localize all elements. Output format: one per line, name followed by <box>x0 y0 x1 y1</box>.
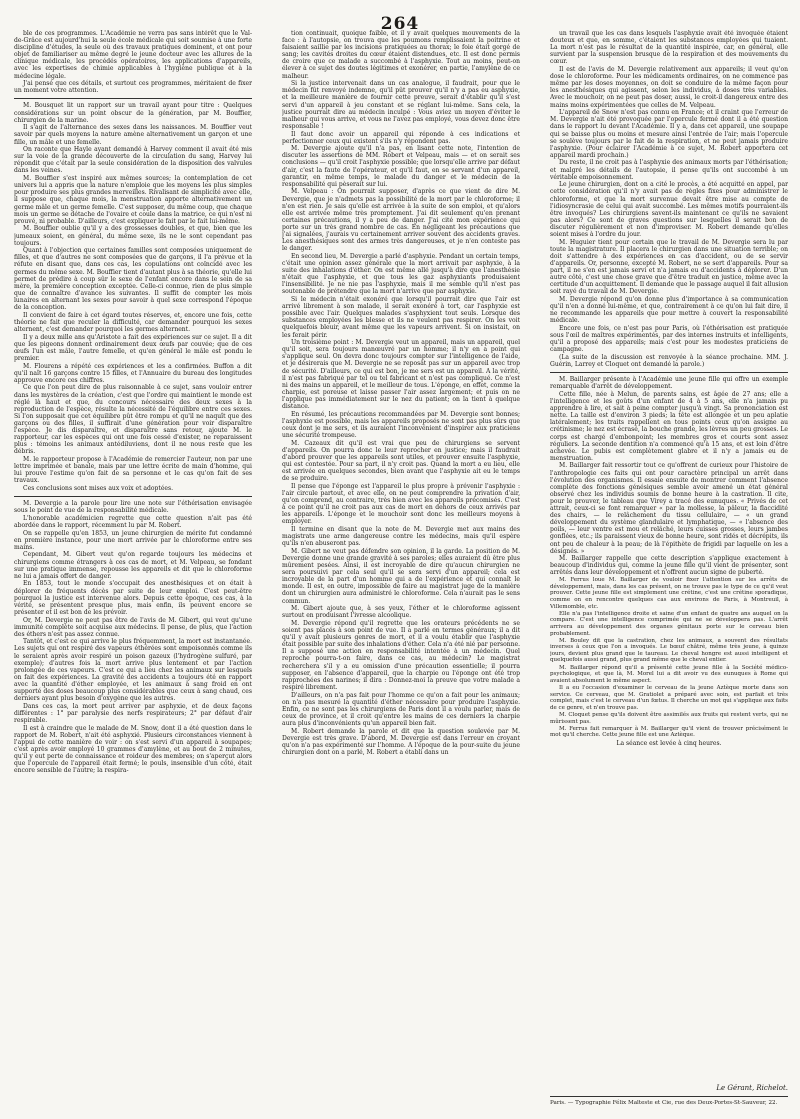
paragraph: M. Bouffier s'est inspiré aux mêmes sources; la contemplation de cet univers lui a appris que la nature n'emploie que les moyens les plus simples pour produire ses plus grandes merveilles. Rivalisant de simplicité avec elle, il suppose que, chaque mois, la menstruation apporte alternativement un germe mâle et un germe femelle. C'est supposer, du même coup, que chaque mois un germe se détache de l'ovaire et coule dans la matrice, ce qui n'est ni prouvé, ni probable. D'ailleurs, c'est expliquer le fait par le fait lui-même. <box>14 175 252 225</box>
paragraph: M. Devergie ajoute qu'il n'a pas, en lisant cette note, l'intention de discuter les assertions de MM. Robert et Velpeau, mais — et on serait ses conclusions — qu'il croit l'asphyxie possible; que lorsqu'elle arrive par défaut d'air, c'est la faute de l'opérateur, et qu'il faut, en se servant d'un appareil, garantir, en même temps, le malade du danger et le médecin de la responsabilité qui pèserait sur lui. <box>282 145 520 188</box>
paragraph: Du reste, il ne croit pas à l'asphyxie des animaux morts par l'éthérisation; et malgré les détails de l'autopsie, il pense qu'ils ont succombé à un véritable empoisonnement. <box>550 159 788 181</box>
paragraph: M. Baillarger présente à l'Académie une jeune fille qui offre un exemple remarquable d'arrêt de développement. <box>550 376 788 391</box>
paragraph: M. Baillarger fait ressortir tout ce qu'offrent de curieux pour l'histoire de l'anthropologie ces faits qui ont pour caractère principal un arrêt dans l'évolution des organismes. Il essaie ensuite de montrer comment l'absence complète des fonctions génésiques semble avoir amené un état général observé chez les individus soumis de bonne heure à la castration. Il cite, pour le prouver, le tableau que Virey a tracé des eunuques. « Privés de cet attrait, ceux-ci se font remarquer « par la mollesse, la pâleur, la flaccidité des chairs, — le relâchement du tissu cellulaire, — « un grand développement du système glandulaire et lymphatique, — « l'absence des poils, — leur ventre est mou et relâché, leurs cuisses grosses, leurs jambes gonflées, etc.; ils paraissent vieux de bonne heure, sont ridés et décrépits, ils ont peu de chaleur à la peau; de là l'épithète de frigidi par laquelle on les a désignés. » <box>550 462 788 555</box>
paragraph: J'ai pensé que ces détails, et surtout ces programmes, méritaient de fixer un moment votre attention. <box>14 80 252 95</box>
paragraph: D'ailleurs, on n'a pas fait pour l'homme ce qu'on a fait pour les animaux; on n'a pas mesuré la quantité d'éther nécessaire pour produire l'asphyxie. Enfin, ce ne sont pas les chirurgiens de Paris dont il a voulu parler, mais de ceux de province, et il croit qu'entre les mains de ces derniers la charpie aura plus d'inconvénients qu'un appareil bien fait. <box>282 691 520 727</box>
manager-signature: Le Gérant, Richelot. <box>716 1084 788 1092</box>
paragraph: M. Devergie répond qu'il regrette que les orateurs précédents ne se soient pas placés à son point de vue. Il a parlé en termes généraux; il a dit qu'il y avait plusieurs genres de mort, et il a voulu établir que l'asphyxie était possible par suite des inhalations d'éther. Cela n'a été nié par personne. Il a supposé une action en responsabilité intentée à un médecin. Quel reproche pourra-t-on faire, dans ce cas, au médecin? Le magistrat recherchera s'il y a eu omission d'une précaution essentielle; il pourra supposer, en l'absence d'appareil, que la charpie ou l'éponge ont été trop rapprochées des narines; il dira : Donnez-moi la preuve que votre malade a respiré librement. <box>282 620 520 691</box>
paragraph: Ces conclusions sont mises aux voix et adoptées. <box>23 484 174 492</box>
paragraph: Quant à l'objection que certaines familles sont composées uniquement de filles, et que d'autres ne sont composées que de garçons, il l'a prévue et la réfute en disant que, dans ces cas, les copulations ont coïncidé avec les germes du même sexe. M. Bouffier tient d'autant plus à sa théorie, qu'elle lui permet de prédire à coup sûr le sexe de l'enfant encore dans le sein de sa mère, la première conception exceptée. Celle-ci connue, rien de plus simple que de connaître d'avance les suivantes. Il suffit de compter les mois lunaires en alternant les sexes pour savoir à quel sexe correspond l'époque de la conception. <box>14 247 252 312</box>
paragraph: Ce que l'on peut dire de plus raisonnable à ce sujet, sans vouloir entrer dans les mystères de la création, c'est que l'ordre qui maintient le monde est réglé là haut et que, du concours nécessaire des deux sexes à la reproduction de l'espèce, résulte la nécessité de l'équilibre entre ces sexes. Si l'on supposait que cet équilibre pût être rompu et qu'il ne naquît que des garçons ou des filles, il suffirait d'une génération pour voir disparaître l'espèce. Je dis disparaître, et disparaître sans retour, ajoute M. le rapporteur, car les espèces qui ont une fois cessé d'exister, ne reparaissent plus : témoins les animaux antédiluviens, dont il ne nous reste que les débris. <box>14 384 252 456</box>
paragraph: Il est de l'avis de M. Devergie relativement aux appareils; il veut qu'on dose le chloroforme. Pour les médicaments ordinaires, on ne commence pas même par les doses moyennes, on doit se conduire de la même façon pour les anesthésiques qui agissent, selon les individus, à doses très variables. Avec le mouchoir, on ne peut pas doser, aussi, le croit-il dangereux entre des mains moins expérimentées que celles de M. Velpeau. <box>550 66 788 109</box>
paragraph: Il a eu l'occasion d'examiner le cerveau de la jeune Aztèque morte dans son service. Ce cerveau, que M. Gratiolet a préparé avec soin, est parfait et très complet, mais c'est le cerveau d'un fœtus. Il cherche un mot qui s'applique aux faits de ce genre, et n'en trouve pas. <box>550 685 788 711</box>
paragraph: M. Flourens a répété ces expériences et les a confirmées. Buffon a dit qu'il naît 16 garçons contre 15 filles, et l'Annuaire du bureau des longitudes approuve encore ces chiffres. <box>14 362 252 384</box>
paragraph: M. Gibert ne veut pas défendre son opinion, il la garde. La position de M. Devergie donne une grande gravité à ses paroles; elles auraient dû être plus mûrement pesées. Ainsi, il est incroyable de dire qu'aucun chirurgien ne sera poursuivi par cela seul qu'il se sera servi d'un appareil; cela est incroyable de la part d'un homme qui a de l'expérience et qui connaît le monde. Il est, en outre, impossible de faire au magistrat juge de la manière dont un chirurgien aura administré le chloroforme. Cela n'aurait pas le sens commun. <box>282 547 520 605</box>
paragraph: M. Baillarger répond qu'il a présenté cette jeune fille à la Société médico-psychologique, et que là, M. Morel lui a dit avoir vu des eunuques à Rome qui avaient absolument le même aspect. <box>550 664 788 684</box>
paragraph: Il pense que l'éponge est l'appareil le plus propre à prévenir l'asphyxie : l'air circule partout, et avec elle, on ne peut comprendre la privation d'air, qu'on comprend, au contraire, très bien avec les appareils précomisés. C'est à ce point qu'il ne croit pas aux cas de mort en dehors de ceux arrivés par les appareils. L'éponge et le mouchoir sont donc les meilleurs moyens à employer. <box>282 482 520 526</box>
paragraph: Cette fille, née à Melun, de parents sains, est âgée de 27 ans; elle a l'intelligence et les goûts d'un enfant de 4 à 5 ans, elle n'a jamais pu apprendre à lire, et sait à peine compter jusqu'à vingt. Sa prononciation est nette. La taille est d'environ 3 pieds; la tête est allongée et un peu aplatie latéralement; les traits rappellent en tous points ceux qu'on assigne au crétinisme; le nez est écrasé, la bouche grande, les lèvres un peu grosses. Le corps est chargé d'embonpoint; les membres gros et courts sont assez réguliers. La seconde dentition n'a commencé qu'à 15 ans, et est loin d'être achevée. Le pubis est complètement glabre et il n'y a jamais eu de menstruation. <box>550 390 788 462</box>
paragraph: ble de ces programmes. L'Académie ne verra pas sans intérêt que le Val-de-Grâce est aujourd'hui la seule école médicale qui soit soumise à une forte discipline d'études, la seule où des travaux pratiques dominent, et ont pour objet de familiariser au même degré le jeune docteur avec les allures de la clinique médicale, les procédés opératoires, les applications d'appareils, avec les expertises de chimie applicables à l'hygiène publique et à la médecine légale. <box>14 30 252 80</box>
paragraph: Or, M. Devergie ne peut pas être de l'avis de M. Gibert, qui veut qu'une immunité complète soit acquise aux médecins. Il pense, de plus, que l'action des éthers n'est pas assez connue. <box>14 616 252 638</box>
paragraph: Il est à craindre que le malade de M. Snow, dont il a été question dans le rapport de M. Robert, n'ait été asphyxié. Plusieurs circonstances viennent à l'appui de cette manière de voir : on s'est servi d'un appareil à soupapes; c'est après avoir employé 10 grammes d'amylène, et au bout de 2 minutes, qu'il y eut perte de connaissance et roideur des membres; on s'aperçut alors que l'opercule de l'appareil était fermé; le pouls, insensible d'un côté, était encore sensible de l'autre; la respira- <box>14 724 252 775</box>
paragraph: Cependant, M. Gibert veut qu'on regarde toujours les médecins et chirurgiens comme étrangers à ces cas de mort, et M. Velpeau, se fondant sur une pratique immense, repousse les appareils et dit que le chloroforme ne lui a jamais offert de danger. <box>14 551 252 580</box>
paragraph: En 1853, tout le monde s'occupait des anesthésiques et on était à déplorer de fréquents décès par suite de leur emploi. C'est peut-être pourquoi la justice est intervenue alors. Depuis cette époque, ces cas, à la vérité, se présentent presque plus, mais enfin, ils peuvent encore se présenter et il est bon de les prévoir. <box>14 580 252 616</box>
paragraph: M. Bouffier oublie qu'il y a des grossesses doubles, et que, bien que les jumeaux soient, en général, du même sexe, ils ne le sont cependant pas toujours. <box>14 225 252 247</box>
separator <box>14 98 252 99</box>
paragraph: Encore une fois, ce n'est pas pour Paris, où l'éthérisation est pratiquée sous l'œil de maîtres expérimentés, par des internes instruits et intelligents, qu'il a proposé des appareils; mais c'est pour les modestes praticiens de campagne. <box>550 325 788 354</box>
paragraph: On raconte que Hayle ayant demandé à Harvey comment il avait été mis sur la voie de la grande découverte de la circulation du sang, Harvey lui répondit que c'était par la seule considération de la disposition des valvules dans les veines. <box>14 146 252 175</box>
paragraph: M. le rapporteur propose à l'Académie de remercier l'auteur, non par une lettre imprimée et banale, mais par une lettre écrite de main d'homme, qui lui prouve l'estime qu'on fait de sa personne et le cas qu'on fait de ses travaux. <box>14 455 252 485</box>
column-right <box>550 30 788 1062</box>
paragraph: Il s'agit de l'alternance des sexes dans les naissances. M. Bouffier veut savoir par quels moyens la nature amène alternativement un garçon et une fille, un mâle et une femelle. <box>14 124 252 146</box>
paragraph: un travail que les cas dans lesquels l'asphyxie avait été invoquée étaient douteux et que, en somme, c'étaient les substances employées qui tuaient. La mort n'est pas le résultat de la quantité inspirée, car, en général, elle survient par la suspension brusque de la respiration et des mouvements du cœur. <box>550 30 788 66</box>
paragraph: M. Bousquet lit un rapport sur un travail ayant pour titre : Quelques considérations sur un point obscur de la génération, par M. Bouffier, chirurgien de la marine. <box>14 102 252 124</box>
column-middle <box>282 30 520 1105</box>
paragraph: M. Huguier tient pour certain que le travail de M. Devergie sera lu par toute la magistrature. Il placera le chirurgien dans une situation terrible; on doit s'attendre à des expériences en cas d'accident, ou de se servir d'appareils. Or, personne, excepté M. Robert, ne se sert d'appareils. Pour sa part, il ne s'en est jamais servi et n'a jamais eu d'accidents à déplorer. D'un autre côté, c'est une chose grave que d'être traduit en justice, même avec la certitude d'un acquittement. Il demande que le passage auquel il fait allusion soit rayé du travail de M. Devergie. <box>550 238 788 296</box>
paragraph: M. Gibert ajoute que, à ses yeux, l'éther et le chloroforme agissent surtout en produisant l'ivresse alcoolique. <box>282 605 520 620</box>
paragraph: M. Cloquet pense qu'ils doivent être assimilés aux fruits qui restent verts, qui ne mûrissent pas. <box>550 712 788 725</box>
paragraph: Il faut donc avoir un appareil qui réponde à ces indications et perfectionner ceux qui existent s'ils n'y répondent pas. <box>282 130 520 145</box>
separator <box>14 496 252 497</box>
paragraph: M. Baillarger rappelle que cette description s'applique exactement à beaucoup d'individus qui, comme la jeune fille qu'il vient de présenter, sont arrêtés dans leur développement et n'offrent aucun signe de puberté. <box>550 555 788 577</box>
paragraph: M. Devergie a la parole pour lire une note sur l'éthérisation envisagée sous le point de vue de la responsabilité médicale. <box>14 500 252 515</box>
paragraph: Tantôt, et c'est ce qui arrive le plus fréquemment, la mort est instantanée. Les sujets qui ont respiré des vapeurs éthérées sont empoisonnés comme ils le seraient après avoir respiré un poison gazeux (l'hydrogène sulfuré, par exemple); d'autres fois la mort arrive plus lentement et par l'action prolongée de ces vapeurs. C'est ce qui a lieu chez les animaux sur lesquels on fait des expériences. La gravité des accidents a toujours été en rapport avec la quantité d'éther employée, et les animaux à sang froid en ont supporté des doses beaucoup plus considérables que ceux à sang chaud, ces derniers ayant plus besoin d'oxygène que les autres. <box>14 638 252 703</box>
paragraph: En second lieu, M. Devergie a parlé d'asphyxie. Pendant un certain temps, c'était une opinion assez générale que la mort arrivait par asphyxie, à la suite des inhalations d'éther. On est même allé jusqu'à dire que l'anesthésie n'était que l'asphyxie, et que tous les gaz asphyxiants produisaient l'insensibilité. Je ne nie pas l'asphyxie, mais il me semble qu'il n'est pas soutenable de prétendre que la mort n'arrive que par asphyxie. <box>282 252 520 296</box>
paragraph: En résumé, les précautions recommandées par M. Devergie sont bonnes; l'asphyxie est possible, mais les appareils proposés ne sont pas plus sûrs que ceux dont je me sers, et ils auraient l'inconvénient d'inspirer aux praticiens une sécurité trompeuse. <box>282 410 520 439</box>
paragraph: L'appareil de Snow n'est pas connu en France; et il craint que l'erreur de M. Devergie n'ait été provoquée par l'opercule fermé dont il a été question dans le rapport lu devant l'Académie. Il y a, dans cet appareil, une soupape qui se baisse plus ou moins et mesure ainsi l'entrée de l'air; mais l'opercule se soulève toujours par le fait de la respiration, et ne peut jamais produire l'asphyxie. (Pour éclairer l'Académie à ce sujet, M. Robert apportera cet appareil mardi prochain.) <box>550 109 788 159</box>
paragraph: On se rappelle qu'en 1853, un jeune chirurgien de mérite fut condamné en première instance, pour une mort arrivée par le chloroforme entre ses mains. <box>14 529 252 551</box>
paragraph: M. Cazeaux dit qu'il est vrai que peu de chirurgiens se servent d'appareils. On pourra donc le leur reprocher en justice; mais il faudrait d'abord prouver que les appareils sont utiles, et prouver ensuite l'asphyxie, qui est contestée. Pour sa part, il n'y croit pas. Quand la mort a eu lieu, elle est arrivée en quelques secondes, bien avant que l'asphyxie ait eu le temps de se produire. <box>282 439 520 483</box>
paragraph: M. Velpeau : On pourrait supposer, d'après ce que vient de dire M. Devergie, que je n'admets pas la possibilité de la mort par le chloroforme; il n'en est rien. Je sais qu'elle est arrivée à la suite de son emploi, et qu'alors elle est arrivée même très promptement. J'ai dit seulement qu'en prenant certaines précautions, il y a peu de danger. J'ai cité mon expérience qui porte sur un très grand nombre de cas. En négligeant les précautions que j'ai signalées, j'aurais vu certainement arriver souvent des accidents graves. Les anesthésiques sont des armes très dangereuses, et je n'en conteste pas le danger. <box>282 188 520 253</box>
paragraph: M. Devergie répond qu'on donne plus d'importance à sa communication qu'il n'en a donné lui-même, et que, contrairement à ce qu'on lui fait dire, il ne recommande les appareils que pour mettre à couvert la responsabilité médicale. <box>550 296 788 325</box>
closing-line: La séance est levée à cinq heures. <box>616 739 722 747</box>
paragraph: tion continuait, quoique faible, et il y avait quelques mouvements de la face : à l'autopsie, on trouva que les poumons remplissaient la poitrine et faisaient saillie par les incisions pratiquées au thorax; le foie était gorgé de sang; les cavités droites du cœur étaient distendues, etc. Il est donc permis de croire que ce malade a succombé à l'asphyxie. Tout au moins, peut-on élever à ce sujet des doutes légitimes et exonérer, en partie, l'amylène de ce malheur. <box>282 30 520 80</box>
paragraph: Si la justice intervenait dans un cas analogue, il faudrait, pour que le médecin fût renvoyé indemne, qu'il pût prouver qu'il n'y a pas eu asphyxie, et la meilleure manière de fournir cette preuve, serait d'établir qu'il s'est servi d'un appareil à jeu constant et se réglant lui-même. Sans cela, la justice pourrait dire au médecin inculpé : Vous aviez un moyen d'éviter le malheur qui vous arrive, et vous ne l'avez pas employé, vous devez donc être responsable ! <box>282 80 520 130</box>
footer-rule <box>550 1096 788 1097</box>
paragraph: (La suite de la discussion est renvoyée à la séance prochaine. MM. J. Guérin, Larrey et Cloquet ont demandé la parole.) <box>550 353 788 369</box>
paragraph: Un troisième point : M. Devergie veut un appareil, mais un appareil, quel qu'il soit, sera toujours manœuvré par un homme; il n'y en a point qui s'applique seul. On devra donc toujours compter sur l'intelligence de l'aide, et je désirerais que M. Devergie ne se reposât pas sur un appareil avec trop de sécurité. D'ailleurs, ce qui est bon, je me sers est un appareil. A la vérité, il n'est pas fabriqué par tel ou tel fabricant et n'est pas compliqué. Ce n'est ni des mains un appareil, et le meilleur de tous. L'éponge, en effet, comme la charpie, est poreuse et laisse passer l'air assez largement; et puis on ne l'applique pas immédiatement sur le nez du patient; on la tient à quelque distance. <box>282 339 520 411</box>
paragraph: L'honorable académicien regrette que cette question n'ait pas été abordée dans le rapport, récemment lu par M. Robert. <box>14 514 252 529</box>
paragraph: Dans ces cas, la mort peut arriver par asphyxie, et de deux façons différentes : 1° par paralysie des nerfs respirateurs; 2° par défaut d'air respirable. <box>14 702 252 724</box>
page-number: 264 <box>380 14 420 34</box>
paragraph: M. Ferrus loue M. Baillarger de vouloir fixer l'attention sur les arrêts de développement, mais, dans les cas présent, on ne trouve pas le type de ce qu'il veut prouver. Cette jeune fille est simplement une crétine, c'est une crétine sporadique, comme on en rencontre quelques cas aux environs de Paris, à Montreuil, à Villemomble, etc. <box>550 577 788 610</box>
printer-imprint: Paris. — Typographie Félix Malteste et Cie, rue des Deux-Portes-St-Sauveur, 22. <box>550 1100 778 1106</box>
separator <box>550 372 788 373</box>
paragraph: Le jeune chirurgien, dont on a cité le procès, a été acquitté en appel, par cette considération qu'il n'y avait pas de règles fixes pour administrer le chloroforme, et que la mort survenue devait être mise au compte de l'idiosyncrasie de celui qui avait succombé. Les mêmes motifs pourraient-ils être invoqués? Les chirurgiens savent-ils maintenant ce qu'ils ne savaient pas alors? Ce sont de graves questions sur lesquelles il serait bon de discuter régulièrement et non d'improviser. M. Robert demande qu'elles soient mises à l'ordre du jour. <box>550 181 788 238</box>
column-left <box>14 30 252 1105</box>
paragraph: M. Robert demande la parole et dit que la question soulevée par M. Devergie est très grave. D'abord, M. Devergie est dans l'erreur en croyant qu'on n'a pas expérimenté sur l'homme. A l'époque de la pour-suite du jeune chirurgien dont on a parlé, M. Robert a établi dans un <box>282 727 520 756</box>
paragraph: Il termine en disant que la note de M. Devergie met aux mains des magistrats une arme dangereuse contre les médecins, mais qu'il espère qu'ils n'en abuseront pas. <box>282 526 520 548</box>
paragraph: M. Bouley dit que la castration, chez les animaux, a souvent des résultats inverses à ceux que l'on a invoqués. Le bœuf châtré, même très jeune, à quinze jours, devient plus grand que le taureau. Le cheval hongre est aussi intelligent et quelquefois aussi grand, plus grand même que le cheval entier. <box>550 637 788 664</box>
paragraph: Il y a deux mille ans qu'Aristote a fait des expériences sur ce sujet. Il a dit que les pigeons donnent ordinairement deux œufs par couvée; que de ces œufs l'un est mâle, l'autre femelle, et qu'en général le mâle est pondu le premier. <box>14 333 252 362</box>
paragraph: Elle n'a pas l'intelligence droite et saine d'un enfant de quatre ans auquel on la compare. C'est une intelligence comprimée qui ne se développera pas. L'arrêt arrivera au développement des organes génitaux porte sur le cerveau bien probablement. <box>550 610 788 637</box>
paragraph: Il convient de faire à cet égard toutes réserves, et, encore une fois, cette théorie ne fait que reculer la difficulté, car demander pourquoi les sexes alternent, c'est demander pourquoi les germes alternent. <box>14 311 252 333</box>
paragraph: M. Ferrus fait remarquer à M. Baillarger qu'il vient de trouver précisément le mot qu'il cherche. Cette jeune fille est une Aztèque. <box>550 725 788 739</box>
paragraph: Si le médecin n'était exonéré que lorsqu'il pourrait dire que l'air est arrivé librement à son malade, il serait exonéré à tort, car l'asphyxie est possible avec l'air. Quelques malades s'asphyxient tout seuls. Lorsque des substances employées les blesse et ils ne veulent pas respirer. On les voit quelquefois bleuir, avant même que les vapeurs arrivent. Si on insistait, on les ferait périr. <box>282 296 520 339</box>
